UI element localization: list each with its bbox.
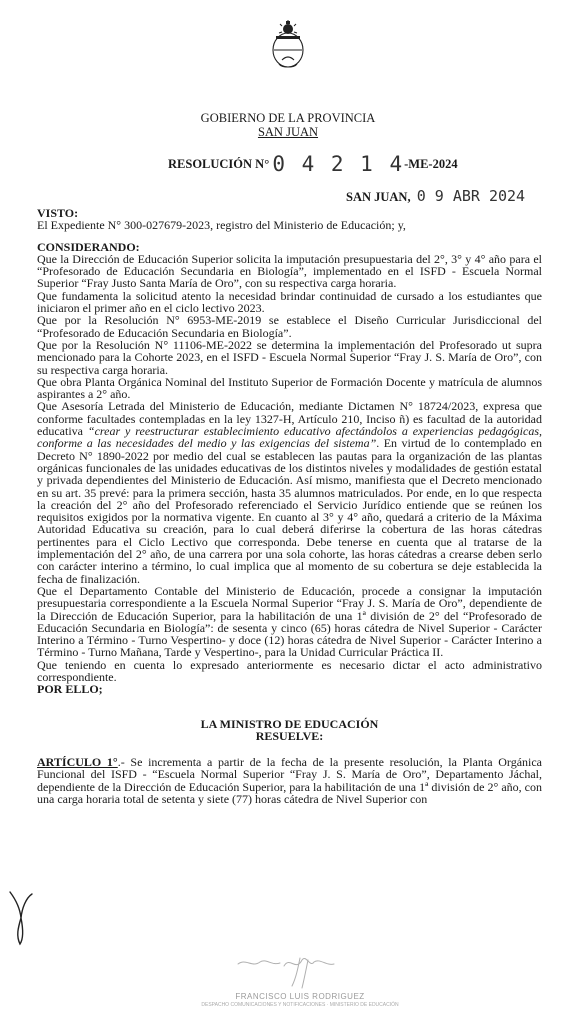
considerando-paragraph: Que la Dirección de Educación Superior solicita la imputación presupuestaria del 2°, 3° y 4° año para el “Profesorado de Educación Secundaria en Biología”, implementado en el ISFD - Escuela Normal Superior “Fray Justo Santa María de Oro”, con su respectiva carga horaria. [37, 251, 542, 291]
considerando-paragraph: Que fundamenta la solicitud atento la necesidad brindar continuidad de cursado a los estudiantes que iniciaron el primer año en el ciclo lectivo 2023. [37, 288, 542, 316]
considerando-paragraph: Que por la Resolución N° 6953-ME-2019 se establece el Diseño Curricular Jurisdiccional del “Profesorado de Educación Secundaria en Biología”. [37, 313, 542, 340]
place-label: SAN JUAN, [346, 190, 411, 204]
final-paragraph: Que teniendo en cuenta lo expresado anteriormente es necesario dictar el acto administrativo correspondiente. [37, 657, 542, 684]
visto-text: El Expediente N° 300-027679-2023, registro del Ministerio de Educación; y, [37, 218, 406, 233]
resolution-number-line [168, 152, 458, 176]
asesoria-quote: “crear y reestructurar establecimiento educativo afectándolos a experiencias pedagógicas, conforme a las necesidades del medio y las exigencias del sistema” [37, 424, 542, 451]
resolution-suffix: -ME-2024 [404, 157, 458, 171]
articulo-1-label: ARTÍCULO 1° [37, 755, 118, 770]
contable-paragraph: Que el Departamento Contable del Ministerio de Educación, procede a consignar la imputación presupuestaria correspondiente a la Escuela Normal Superior “Fray J. S. María de Oro”, dependiente de la Dirección de Educación Superior, para la habilitación de una 1ª división de 2° del “Profesorado de Educación Secundaria en Biología”: de sesenta y cinco (65) horas cátedra de Nivel Superior - Carácter Interino a Término - Turno Vespertino- y doce (12) horas cátedra de Nivel Superior - Carácter Interino a Término - Turno Mañana, Tarde y Vespertino-, para la Unidad Curricular Práctica II. [37, 583, 542, 660]
considerando-paragraph: Que por la Resolución N° 11106-ME-2022 se determina la implementación del Profesorado ut supra mencionado para la Cohorte 2023, en el ISFD - Escuela Normal Superior “Fray J. S. María de Oro”, con su respectiva carga horaria. [37, 337, 542, 377]
por-ello-heading: POR ELLO; [37, 682, 103, 697]
signatory-office: DESPACHO COMUNICACIONES Y NOTIFICACIONES · MINISTERIO DE EDUCACIÓN [201, 1002, 399, 1008]
asesoria-text-a: Que Asesoría Letrada del Ministerio de Educación, mediante Dictamen N° 18724/2023, expresa que conforme facultades contempladas en la ley 1327-H, Artículo 210, Inciso ñ) es facultad de la autoridad educativa [37, 399, 542, 439]
resolution-label: RESOLUCIÓN N° [168, 157, 270, 171]
resolution-number-stamp: 0 4 2 1 4 [272, 152, 405, 176]
ministro-heading: LA MINISTRO DE EDUCACIÓN [200, 716, 379, 731]
resuelve-heading: RESUELVE: [255, 728, 324, 743]
signature-scribble [200, 954, 400, 990]
asesoria-text-b: . En virtud de lo contemplado en Decreto N° 1890-2022 por medio del cual se establecen las pautas para la organización de las plantas orgánicas funcionales de las unidades educativas de los distintos niveles y modalidades de gestión estatal y privada dependientes del Ministerio de Educación. Así mismo, manifiesta que el Decreto mencionado en su art. 35 prevé: para la primera sección, hasta 35 alumnos matriculados. Por ende, en lo que respecta la creación del 2° año del Profesorado referenciado el Servicio Jurídico entiende que se reúnen los requisitos exigidos por la normativa vigente. En cuanto al 3° y 4° año, quedará a criterio de la Máxima Autoridad Educativa su creación, para lo cual deberá diferirse la cobertura de las horas cátedras pertinentes para el Ciclo Lectivo que corresponda. Debe tenerse en cuenta que al tratarse de la implementación del 2° año, de una carrera por una sola cohorte, las horas cátedras a crearse deben serlo con carácter interino a término, lo cual implica que al momento de su cobertura se deje establecida la fecha de finalización. [37, 436, 542, 586]
handwritten-initial-mark [6, 888, 36, 948]
province-name: SAN JUAN [257, 125, 319, 139]
visto-heading: VISTO: [37, 206, 79, 220]
considerando-paragraph: Que obra Planta Orgánica Nominal del Instituto Superior de Formación Docente y matrícula de alumnos aspirantes a 2° año. [37, 374, 542, 402]
signatory-name: FRANCISCO LUIS RODRIGUEZ [235, 992, 365, 1001]
date-line [346, 187, 525, 205]
coat-of-arms-seal [268, 20, 308, 70]
articulo-1-text: .- Se incrementa a partir de la fecha de la presente resolución, la Planta Orgánica Funcional del ISFD - “Escuela Normal Superior “Fray J. S. María de Oro”, Departamento Jáchal, dependiente de la Dirección de Educación Superior, para la habilitación de una 1ª división de 2° año, con una carga horaria total de setenta y siete (77) horas cátedra de Nivel Superior con [37, 755, 543, 807]
signature-stamp [200, 954, 400, 1020]
asesoria-paragraph [37, 400, 542, 584]
document-body [37, 207, 542, 805]
considerando-heading: CONSIDERANDO: [37, 239, 140, 254]
date-stamp: 0 9 ABR 2024 [416, 187, 526, 205]
government-title: GOBIERNO DE LA PROVINCIA [200, 111, 376, 125]
articulo-1-paragraph [37, 756, 542, 805]
